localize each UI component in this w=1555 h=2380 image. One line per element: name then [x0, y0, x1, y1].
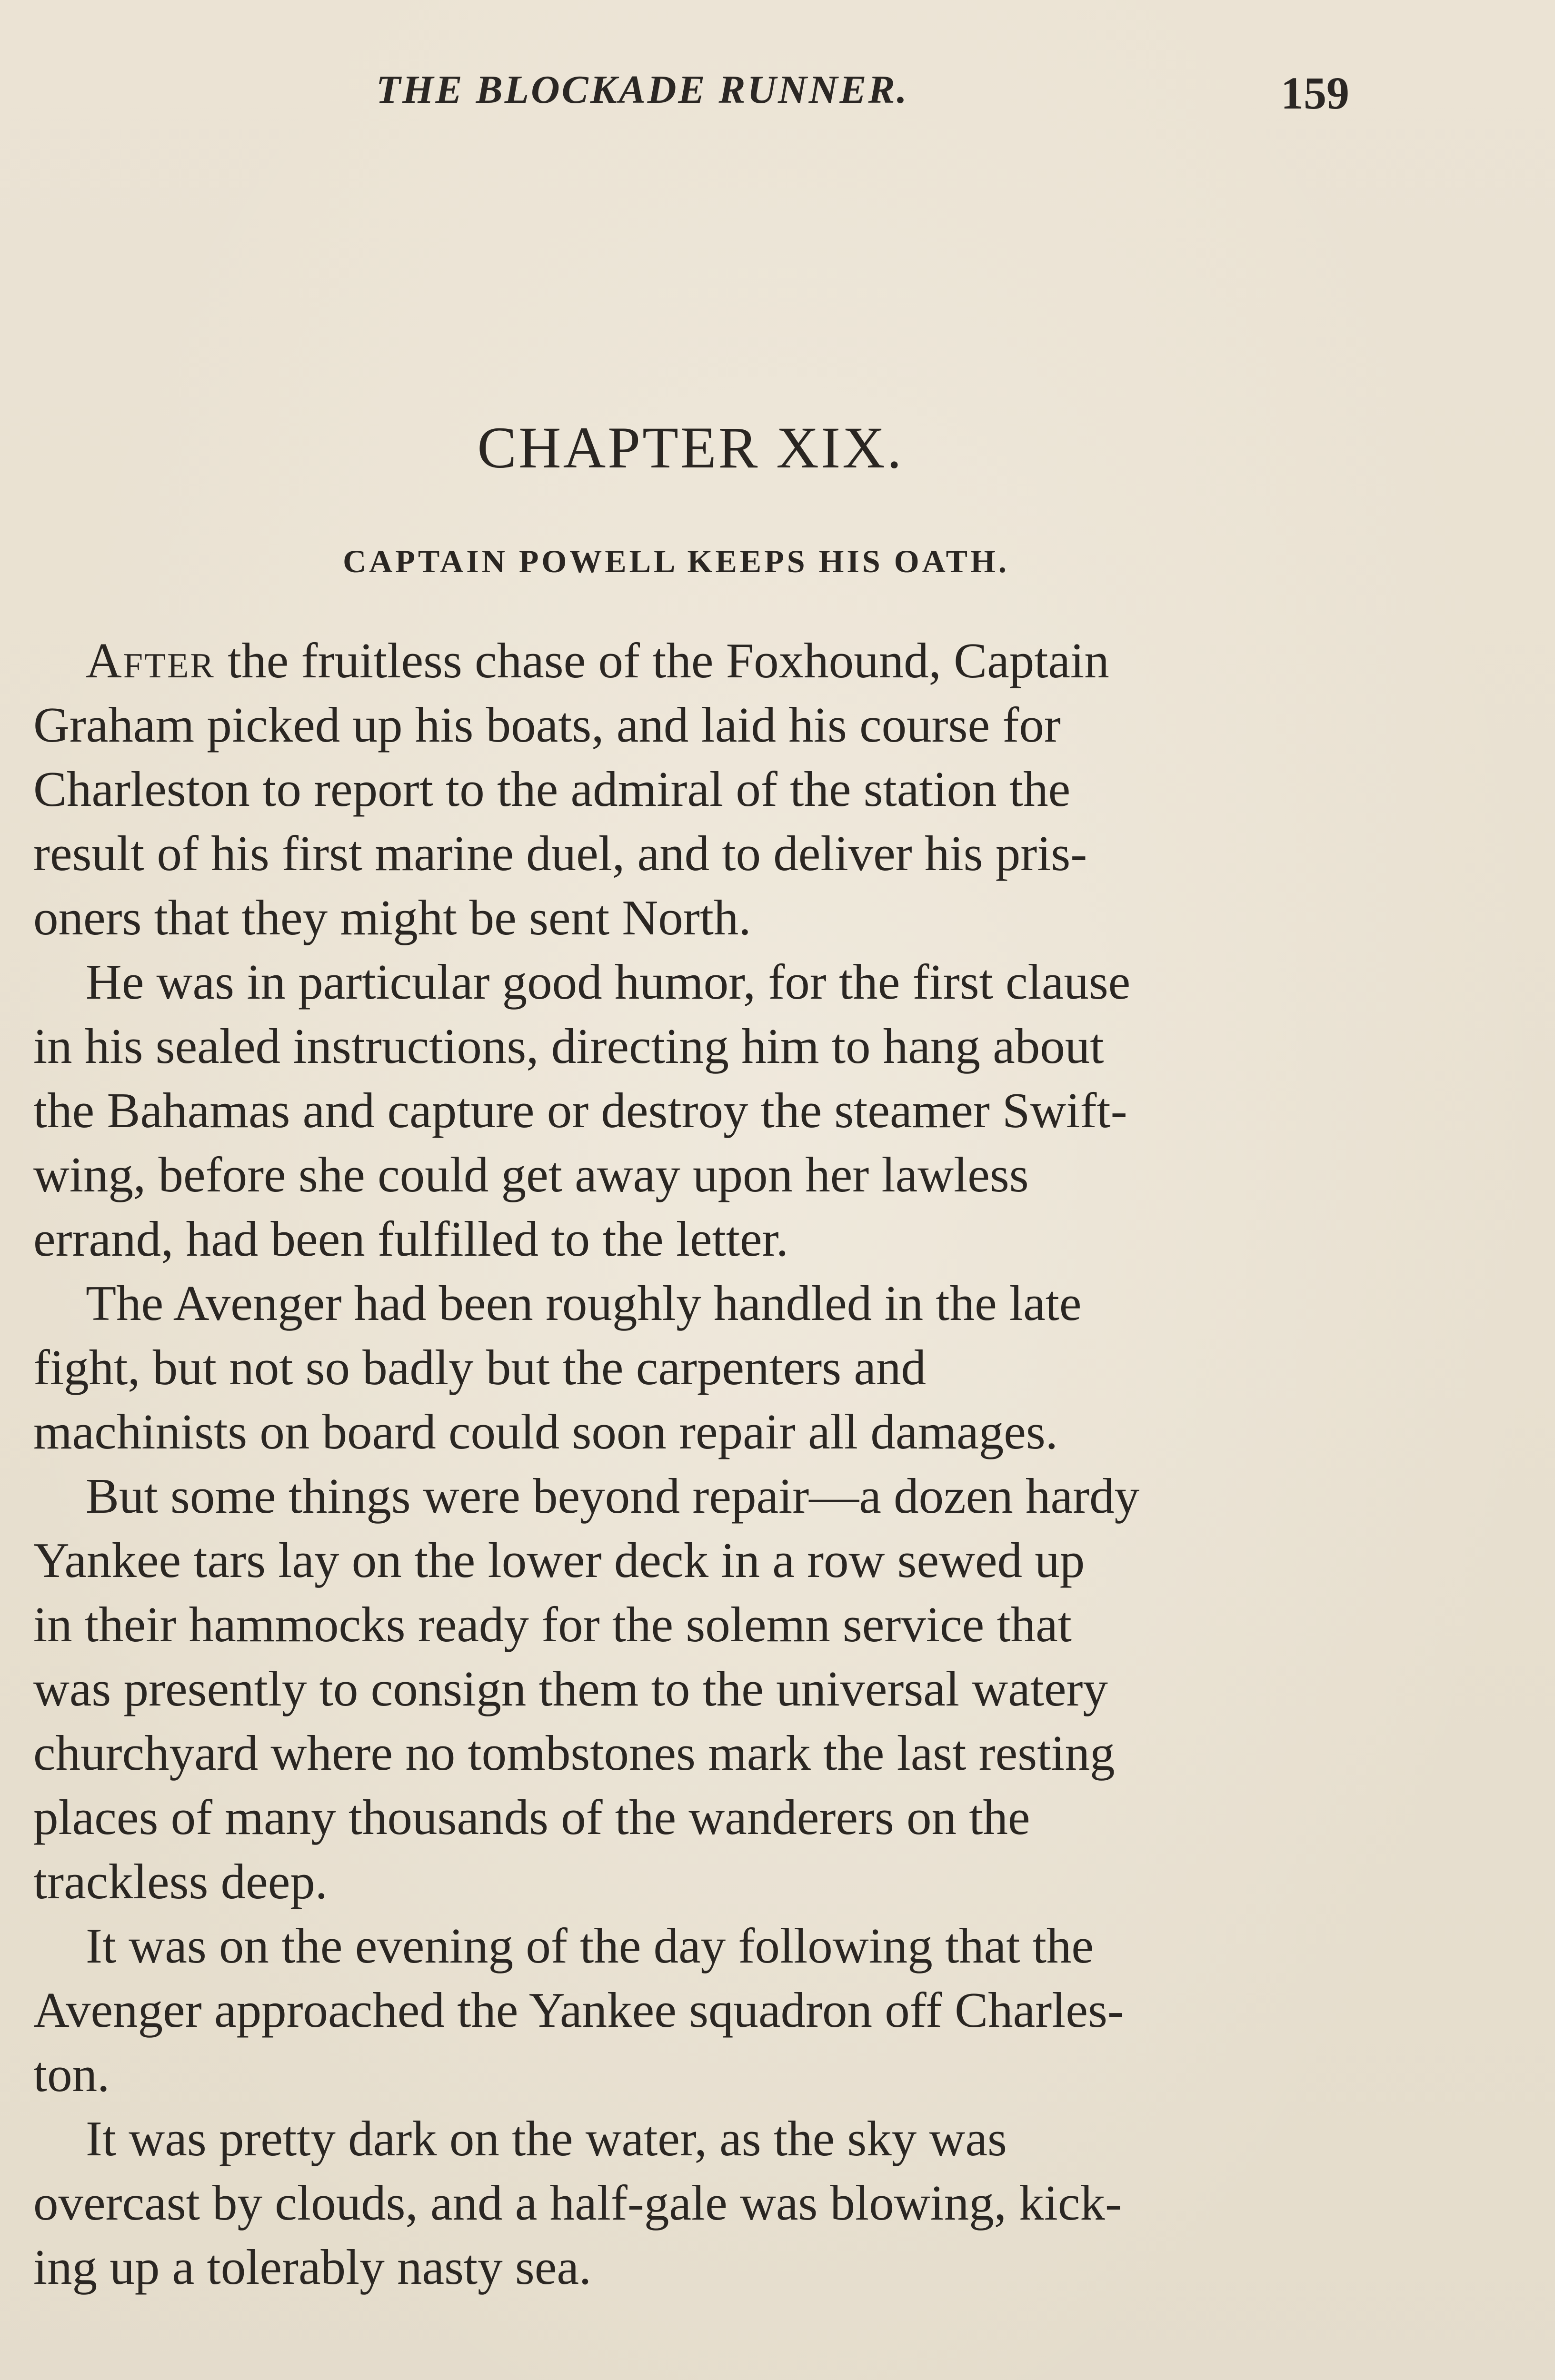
text-line: places of many thousands of the wanderers on the	[33, 1789, 1030, 1845]
text-line	[33, 628, 1362, 693]
text-line: Avenger approached the Yankee squadron off Charles-	[33, 1982, 1124, 2038]
text-line: It was on the evening of the day following that the	[86, 1918, 1094, 1973]
text-line: in their hammocks ready for the solemn service that	[33, 1597, 1072, 1652]
text-line: wing, before she could get away upon her lawless	[33, 1147, 1029, 1202]
drop-word: After	[86, 633, 215, 688]
text-line: Graham picked up his boats, and laid his course for	[33, 697, 1061, 753]
text-line: in his sealed instructions, directing him to hang about	[33, 1018, 1104, 1074]
text-line: But some things were beyond repair—a dozen hardy	[86, 1468, 1140, 1524]
text-line-content: After the fruitless chase of the Foxhound, Captain	[86, 633, 1109, 688]
body-text	[33, 628, 1362, 2299]
running-header: THE BLOCKADE RUNNER.	[376, 68, 909, 112]
text-line: trackless deep.	[33, 1854, 328, 1909]
chapter-title: CHAPTER XIX.	[477, 415, 904, 480]
text-line: machinists on board could soon repair all damages.	[33, 1404, 1058, 1459]
text-line: overcast by clouds, and a half-gale was blowing, kick-	[33, 2175, 1122, 2231]
text-line: ton.	[33, 2046, 110, 2102]
text-line: the Bahamas and capture or destroy the steamer Swift-	[33, 1082, 1127, 1138]
text-line: It was pretty dark on the water, as the sky was	[86, 2111, 1007, 2166]
text-line: He was in particular good humor, for the first clause	[86, 954, 1131, 1010]
text-line: The Avenger had been roughly handled in the late	[86, 1275, 1082, 1331]
text-line: ing up a tolerably nasty sea.	[33, 2239, 592, 2295]
text-line: errand, had been fulfilled to the letter.	[33, 1211, 789, 1267]
page-number: 159	[1281, 68, 1349, 119]
text-line: fight, but not so badly but the carpenters and	[33, 1339, 926, 1395]
text-line: oners that they might be sent North.	[33, 890, 751, 945]
chapter-subtitle: CAPTAIN POWELL KEEPS HIS OATH.	[343, 543, 1009, 579]
text-line: result of his first marine duel, and to deliver his pris-	[33, 825, 1087, 881]
text-line: Charleston to report to the admiral of the station the	[33, 761, 1071, 817]
text-line: Yankee tars lay on the lower deck in a row sewed up	[33, 1532, 1085, 1588]
text-line: was presently to consign them to the universal watery	[33, 1661, 1108, 1716]
text-line: churchyard where no tombstones mark the last resting	[33, 1725, 1115, 1781]
